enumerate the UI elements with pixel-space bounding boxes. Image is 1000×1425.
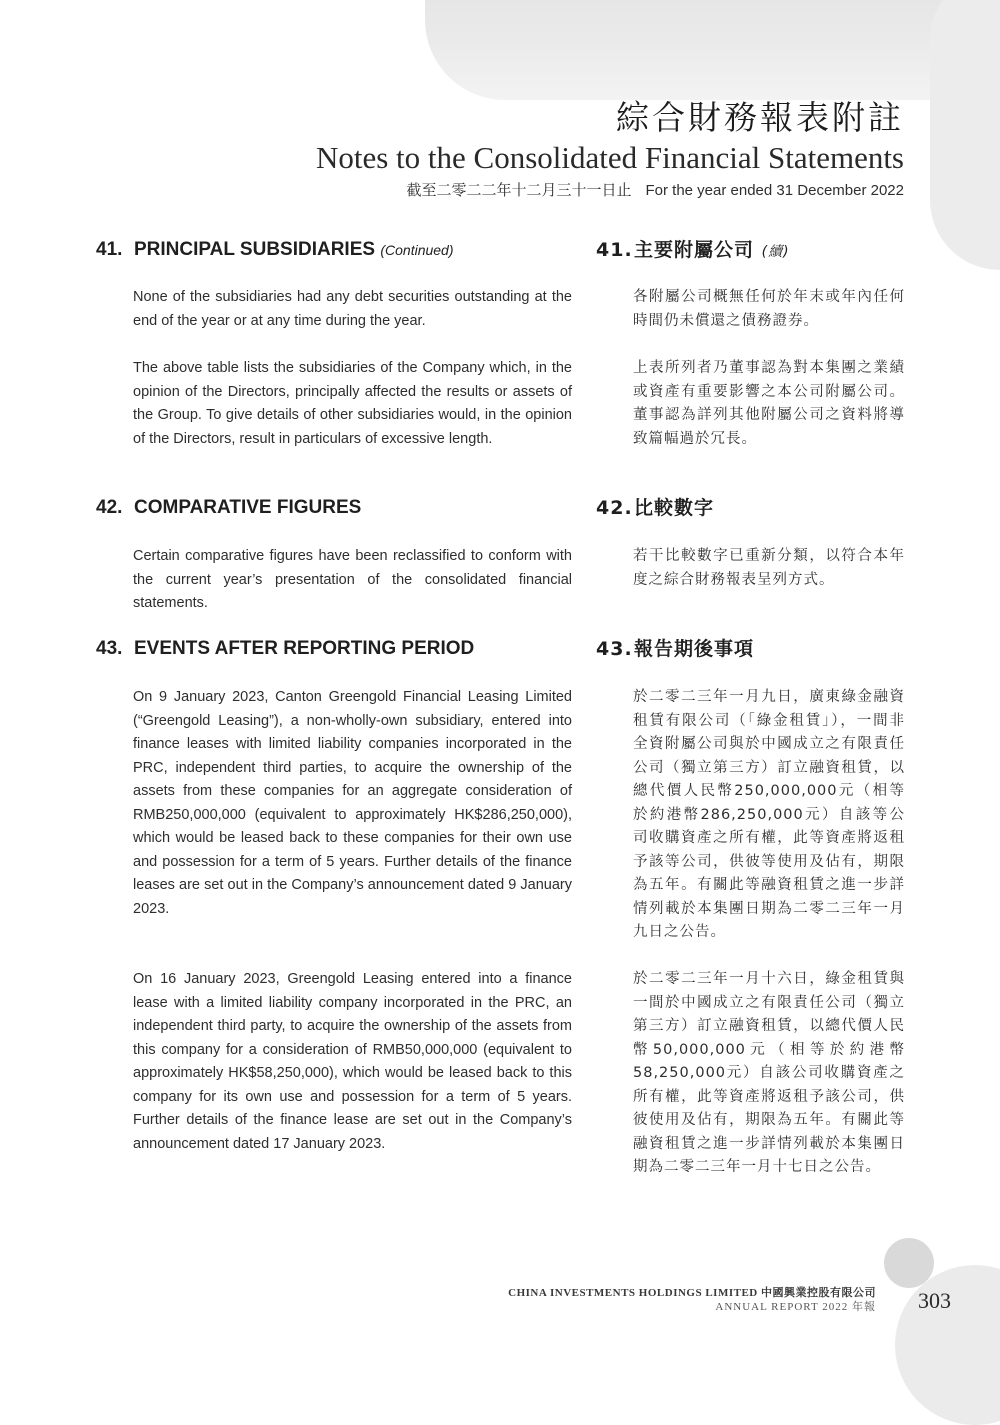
section-number: 41. [96, 239, 123, 260]
section-41-para-2-zh: 上表所列者乃董事認為對本集團之業績或資產有重要影響之本公司附屬公司。董事認為詳列其他附屬公司之資料將導致篇幅過於冗長。 [633, 360, 905, 447]
footer-company-name: CHINA INVESTMENTS HOLDINGS LIMITED 中國興業控股有限公司 [508, 1287, 876, 1299]
section-41-para-2-en: The above table lists the subsidiaries of the Company which, in the opinion of the Directors, principally affected the results or assets of the Group. To give details of other subsidiaries would, in the opinion of the Directors, result in particulars of excessive length. [133, 360, 572, 447]
section-43-para-2-en: On 16 January 2023, Greengold Leasing entered into a finance lease with a limited liability company incorporated in the PRC, an independent third party, to acquire the ownership of the assets from this company for a consideration of RMB50,000,000 (equivalent to approximately HK$58,250,000), which would be leased back to this company for its own use and possession for a term of 5 years. Further details of the finance lease are set out in the Company’s announcement dated 17 January 2023. [133, 971, 572, 1152]
section-title: EVENTS AFTER REPORTING PERIOD [134, 638, 475, 659]
page-title-en: Notes to the Consolidated Financial Statements [315, 140, 904, 175]
section-number: 41. [596, 239, 633, 261]
section-title: COMPARATIVE FIGURES [134, 497, 362, 518]
section-title: 比較數字 [634, 497, 715, 519]
section-title: 報告期後事項 [634, 638, 755, 660]
footer-report-label: ANNUAL REPORT 2022 年報 [715, 1301, 876, 1313]
section-41-para-1-en: None of the subsidiaries had any debt securities outstanding at the end of the year or at any time during the year. [133, 289, 572, 329]
section-number: 43. [596, 638, 633, 660]
page-number: 303 [918, 1288, 951, 1313]
section-41-para-1-zh: 各附屬公司概無任何於年末或年內任何時間仍未償還之債務證券。 [633, 289, 905, 329]
section-42-heading-en [96, 496, 361, 520]
section-43-para-2-zh: 於二零二三年一月十六日，綠金租賃與一間於中國成立之有限責任公司（獨立第三方）訂立融資租賃，以總代價人民幣50,000,000元（相等於約港幣58,250,000元）自該公司收購資產之所有權，此等資產將返租予該公司，供彼使用及佔有，期限為五年。有關此等融資租賃之進一步詳情列載於本集團日期為二零二三年一月十七日之公告。 [633, 971, 905, 1175]
continued-label: (續) [761, 244, 790, 260]
header-decoration-right [930, 0, 1000, 270]
section-41-heading-zh [596, 238, 790, 264]
page-footer [508, 1286, 876, 1314]
period-en: For the year ended 31 December 2022 [645, 182, 904, 199]
section-43-heading-zh [596, 637, 754, 661]
header-decoration [425, 0, 1000, 100]
section-41-heading-en [96, 238, 454, 262]
page-header [316, 96, 904, 201]
page-title-zh: 綜合財務報表附註 [616, 98, 904, 137]
section-number: 42. [596, 497, 633, 519]
section-title: 主要附屬公司 [634, 239, 755, 261]
footer-decoration-small [884, 1238, 934, 1288]
section-43-heading-en [96, 637, 474, 661]
period-subtitle [316, 180, 904, 201]
section-43-para-1-zh: 於二零二三年一月九日，廣東綠金融資租賃有限公司（「綠金租賃」），一間非全資附屬公司與於中國成立之有限責任公司（獨立第三方）訂立融資租賃，以總代價人民幣250,000,000元（相等於約港幣286,250,000元）自該等公司收購資產之所有權，此等資產將返租予該等公司，供彼等使用及佔有，期限為五年。有關此等融資租賃之進一步詳情列載於本集團日期為二零二三年一月九日之公告。 [633, 689, 905, 940]
section-42-heading-zh [596, 496, 714, 520]
section-42-para-1-en: Certain comparative figures have been reclassified to conform with the current year’s presentation of the consolidated financial statements. [133, 548, 572, 611]
section-number: 42. [96, 497, 123, 518]
section-number: 43. [96, 638, 123, 659]
continued-label: (Continued) [380, 242, 454, 258]
period-zh: 截至二零二二年十二月三十一日止 [406, 181, 632, 199]
section-42-para-1-zh: 若干比較數字已重新分類，以符合本年度之綜合財務報表呈列方式。 [633, 548, 905, 588]
section-43-para-1-en: On 9 January 2023, Canton Greengold Financial Leasing Limited (“Greengold Leasing”), a non-wholly-own subsidiary, entered into finance leases with limited liability companies incorporated in the PRC, independent third parties, to acquire the ownership of the assets from these companies for an aggregate consideration of RMB250,000,000 (equivalent to approximately HK$286,250,000), which would be leased back to these companies for their own use and possession for a term of 5 years. Further details of the finance leases are set out in the Company’s announcement dated 9 January 2023. [133, 689, 572, 917]
section-title: PRINCIPAL SUBSIDIARIES [134, 239, 376, 260]
